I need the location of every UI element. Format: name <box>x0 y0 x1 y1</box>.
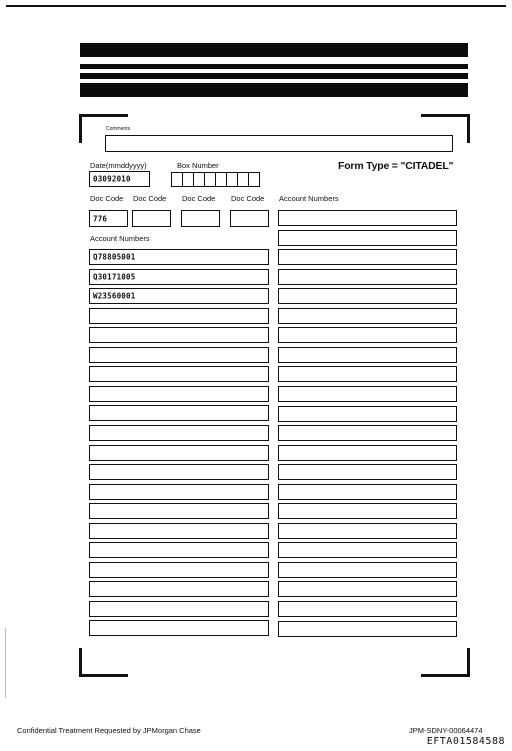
account-number-value: Q30171005 <box>93 272 136 282</box>
account-number-field-right[interactable] <box>278 445 457 461</box>
account-number-value: W23560001 <box>93 291 136 301</box>
top-rule <box>6 5 506 7</box>
account-number-field-right[interactable] <box>278 406 457 422</box>
account-number-field-right[interactable] <box>278 464 457 480</box>
account-number-field-right[interactable] <box>278 327 457 343</box>
redaction-bar <box>80 64 468 69</box>
footer-efta-number: EFTA01584588 <box>426 736 505 747</box>
date-label: Date(mmddyyyy) <box>90 161 147 170</box>
account-number-field-left[interactable] <box>89 366 269 382</box>
account-number-field-left[interactable] <box>89 347 269 363</box>
account-number-field-right[interactable] <box>278 386 457 402</box>
account-number-field-left[interactable] <box>89 601 269 617</box>
footer-confidential-notice: Confidential Treatment Requested by JPMorgan Chase <box>17 726 201 735</box>
account-number-field-right[interactable] <box>278 562 457 578</box>
redaction-bar <box>80 73 468 79</box>
account-number-field-left[interactable] <box>89 386 269 402</box>
account-number-field-left[interactable] <box>89 562 269 578</box>
account-number-field-left[interactable] <box>89 523 269 539</box>
registration-mark-bottom-left <box>79 648 128 677</box>
registration-mark-bottom-right <box>421 648 470 677</box>
account-number-field-right[interactable] <box>278 269 457 285</box>
account-number-field-right[interactable] <box>278 484 457 500</box>
doc-code-field-2[interactable] <box>132 210 171 227</box>
redaction-bar <box>80 83 468 97</box>
account-number-field-right[interactable] <box>278 288 457 304</box>
account-number-field-left[interactable] <box>89 288 269 304</box>
account-number-field-left[interactable] <box>89 620 269 636</box>
account-numbers-label-right: Account Numbers <box>279 194 339 203</box>
account-number-field-left[interactable] <box>89 503 269 519</box>
form-type-label: Form Type = "CITADEL" <box>338 160 454 172</box>
account-number-field-left[interactable] <box>89 249 269 265</box>
account-number-field-left[interactable] <box>89 308 269 324</box>
account-number-field-right[interactable] <box>278 542 457 558</box>
account-number-field-right[interactable] <box>278 230 457 246</box>
date-field[interactable] <box>89 171 150 187</box>
account-number-field-left[interactable] <box>89 464 269 480</box>
account-number-field-right[interactable] <box>278 621 457 637</box>
account-number-field-right[interactable] <box>278 308 457 324</box>
doc-code-label-3: Doc Code <box>182 194 216 203</box>
account-number-field-right[interactable] <box>278 425 457 441</box>
doc-code-field-4[interactable] <box>230 210 269 227</box>
redaction-bar <box>80 43 468 57</box>
account-number-field-right[interactable] <box>278 601 457 617</box>
account-number-field-left[interactable] <box>89 542 269 558</box>
doc-code-value-1: 776 <box>93 214 108 223</box>
account-number-value: Q78805001 <box>93 252 136 262</box>
account-number-field-right[interactable] <box>278 249 457 265</box>
doc-code-field-1[interactable] <box>89 210 128 227</box>
account-number-field-right[interactable] <box>278 210 457 226</box>
account-number-field-right[interactable] <box>278 523 457 539</box>
account-number-field-right[interactable] <box>278 347 457 363</box>
scan-margin-mark <box>5 628 6 698</box>
doc-code-label-4: Doc Code <box>231 194 265 203</box>
account-number-field-left[interactable] <box>89 445 269 461</box>
box-number-cell[interactable] <box>248 172 260 187</box>
account-number-field-left[interactable] <box>89 425 269 441</box>
account-number-field-left[interactable] <box>89 581 269 597</box>
doc-code-label-1: Doc Code <box>90 194 124 203</box>
account-number-field-left[interactable] <box>89 484 269 500</box>
doc-code-field-3[interactable] <box>181 210 220 227</box>
comments-field[interactable] <box>105 135 453 152</box>
account-number-field-left[interactable] <box>89 269 269 285</box>
date-value: 03092010 <box>93 174 131 184</box>
comments-label: Comments <box>106 126 131 132</box>
box-number-field[interactable] <box>171 172 259 187</box>
account-number-field-right[interactable] <box>278 581 457 597</box>
account-number-field-left[interactable] <box>89 405 269 421</box>
account-number-field-left[interactable] <box>89 327 269 343</box>
doc-code-label-2: Doc Code <box>133 194 167 203</box>
account-numbers-label-left: Account Numbers <box>90 234 150 243</box>
account-number-field-right[interactable] <box>278 366 457 382</box>
account-number-field-right[interactable] <box>278 503 457 519</box>
footer-bates-number: JPM-SDNY-00064474 <box>409 726 483 735</box>
box-number-label: Box Number <box>177 161 219 170</box>
